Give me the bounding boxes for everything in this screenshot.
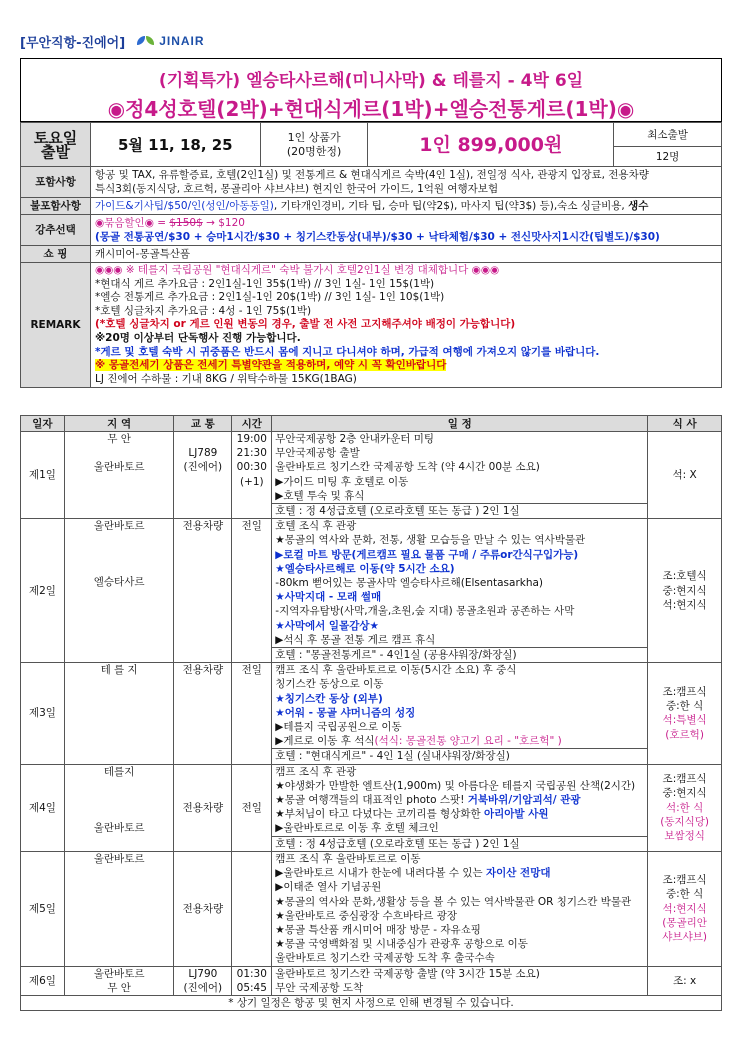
transport: 전용차량	[174, 519, 232, 663]
include-label: 포함사항	[21, 167, 91, 198]
col-meal: 식 사	[648, 416, 722, 432]
option-text: ◉묶음할인◉ = $150$ → $120 (몽골 전통공연/$30 + 승마1시간/$30 + 칭기스칸동상(내부)/$30 + 낙타체험/$30 + 전신맛사지1시간(팁별도)/$30)	[90, 215, 721, 246]
logo-text: JINAIR	[159, 34, 205, 48]
footer-note: * 상기 일정은 항공 및 현지 사정으로 인해 변경될 수 있습니다.	[21, 995, 722, 1010]
table-row	[21, 519, 722, 663]
meal: 조:캠프식 중:현지식 석:한 식 (동지식당) 보쌈정식	[648, 764, 722, 851]
min-departure-value: 12명	[614, 147, 722, 167]
day-label: 제6일	[21, 966, 65, 995]
table-row	[21, 851, 722, 966]
table-row	[21, 764, 722, 851]
transport: 전용차량	[174, 851, 232, 966]
time: 전일	[232, 764, 272, 851]
region: 무 안 울란바토르	[64, 432, 174, 519]
time	[232, 851, 272, 966]
itinerary: 호텔 조식 후 관광 ★몽골의 역사와 문화, 전통, 생활 모습등을 만날 수 있는 역사박물관 ▶로컬 마트 방문(게르캠프 필요 물품 구매 / 주류or간식구입가능) ★엘승타사르해로 이동(약 5시간 소요) -80km 뻗어있는 몽골사막 엘승타사르해(Elsentasarkha) ★사막지대 - 모래 썰매 -지역자유탐방(사막,개울,초원,숲 지대) 몽골초원과 공존하는 사막 ★사막에서 일몰감상★ ▶석식 후 몽골 전통 게르 캠프 휴식 호텔 : "몽골전통게르" - 4인1실 (공용샤워장/화장실)	[272, 519, 648, 663]
product-title: (기획특가) 엘승타사르해(미니사막) & 테를지 - 4박 6일	[158, 71, 584, 91]
time: 19:00 21:30 00:30 (+1)	[232, 432, 272, 519]
itinerary: 울란바토르 칭기스칸 국제공항 출발 (약 3시간 15분 소요) 무안 국제공항 도착	[272, 966, 648, 995]
time: 전일	[232, 519, 272, 663]
shopping-label: 쇼 핑	[21, 246, 91, 263]
col-itinerary: 일 정	[272, 416, 648, 432]
meal: 석: X	[648, 432, 722, 519]
table-row	[21, 966, 722, 995]
day-label: 제2일	[21, 519, 65, 663]
transport: 전용차량	[174, 764, 232, 851]
page-header	[20, 30, 205, 52]
region: 테 를 지	[64, 663, 174, 764]
region: 울란바토르 엘승타사르	[64, 519, 174, 663]
meal: 조:캠프식 중:한 식 석:특별식 (호르헉)	[648, 663, 722, 764]
include-text: 항공 및 TAX, 유류할증료, 호텔(2인1실) 및 전통게르 & 현대식게르 숙박(4인 1실), 전일정 식사, 관광지 입장료, 전용차량 특식3회(동지식당, 호르헉, 몽골리아 샤브샤브) 현지인 한국어 가이드, 1억원 여행자보험	[90, 167, 721, 198]
region: 테를지 울란바토르	[64, 764, 174, 851]
col-transport: 교 통	[174, 416, 232, 432]
time: 01:30 05:45	[232, 966, 272, 995]
time: 전일	[232, 663, 272, 764]
departure-dates: 5월 11, 18, 25	[90, 123, 260, 167]
route-label: [무안직항-진에어]	[20, 35, 126, 51]
region: 울란바토르 무 안	[64, 966, 174, 995]
option-label: 강추선택	[21, 215, 91, 246]
itinerary: 캠프 조식 후 울란바토르로 이동 ▶울란바토르 시내가 한눈에 내려다볼 수 있는 자이산 전망대 ▶이태준 열사 기념공원 ★몽골의 역사와 문화,생활상 등을 볼 수 있는 역사박물관 OR 칭기스칸 박물관 ★울란바토르 중심광장 수흐바타르 광장 ★몽골 특산품 캐시미어 매장 방문 - 자유쇼핑 ★몽골 국영백화점 및 시내중심가 관광후 공항으로 이동 울란바토르 칭기스칸 국제공항 도착 후 출국수속	[272, 851, 648, 966]
meal: 조:호텔식 중:현지식 석:현지식	[648, 519, 722, 663]
price-value: 1인 899,000원	[368, 123, 614, 167]
transport: LJ789 (진에어)	[174, 432, 232, 519]
min-departure-label: 최소출발	[614, 123, 722, 147]
butterfly-icon	[137, 36, 155, 46]
title-box	[20, 58, 722, 122]
day-label: 제4일	[21, 764, 65, 851]
shopping-text: 캐시미어-몽골특산품	[90, 246, 721, 263]
departure-label: 토요일 출발	[21, 123, 91, 167]
itinerary: 캠프 조식 후 관광 ★야생화가 만발한 엘트산(1,900m) 및 아름다운 테를지 국립공원 산책(2시간) ★몽골 여행객들의 대표적인 photo 스팟! 거북바위/기암괴석/ 관광 ★부처님이 타고 다녔다는 코끼리를 형상화한 아리아발 사원 ▶울란바토르로 이동 후 호텔 체크인 호텔 : 정 4성급호텔 (오로라호텔 또는 동급 ) 2인 1실	[272, 764, 648, 851]
info-table	[20, 122, 722, 388]
transport: LJ790 (진에어)	[174, 966, 232, 995]
day-label: 제1일	[21, 432, 65, 519]
day-label: 제3일	[21, 663, 65, 764]
itinerary: 무안국제공항 2층 안내카운터 미팅 무안국제공항 출발 울란바토르 칭기스칸 국제공항 도착 (약 4시간 00분 소요) ▶가이드 미팅 후 호텔로 이동 ▶호텔 투숙 및 휴식 호텔 : 정 4성급호텔 (오로라호텔 또는 동급 ) 2인 1실	[272, 432, 648, 519]
table-row	[21, 432, 722, 519]
itinerary: 캠프 조식 후 울란바토르로 이동(5시간 소요) 후 중식 칭기스칸 동상으로 이동 ★칭기스칸 동상 (외부) ★어워 - 몽골 샤머니즘의 성징 ▶테를지 국립공원으로 이동 ▶게르로 이동 후 석식(석식: 몽골전통 양고기 요리 - "호르헉" ) 호텔 : "현대식게르" - 4인 1실 (실내샤워장/화장실)	[272, 663, 648, 764]
col-region: 지 역	[64, 416, 174, 432]
col-day: 일자	[21, 416, 65, 432]
day-label: 제5일	[21, 851, 65, 966]
schedule-table	[20, 415, 722, 1011]
meal: 조: x	[648, 966, 722, 995]
meal: 조:캠프식 중:한 식 석:현지식 (몽골리안 샤브샤브)	[648, 851, 722, 966]
jinair-logo	[137, 34, 204, 48]
price-label: 1인 상품가 (20명한정)	[260, 123, 368, 167]
remark-label: REMARK	[21, 263, 91, 388]
remark-text: ◉◉◉ ※ 테를지 국립공원 "현대식게르" 숙박 불가시 호텔2인1실 변경 대체합니다 ◉◉◉ *현대식 게르 추가요금 : 2인1실-1인 35$(1박) // 3인 1실- 1인 15$(1박) *엘승 전통게르 추가요금 : 2인1실-1인 20$(1박) // 3인 1실- 1인 10$(1박) *호텔 싱글차지 추가요금 : 4성 - 1인 75$(1박) (*호텔 싱글차지 or 게르 인원 변동의 경우, 출발 전 사전 고지해주셔야 배정이 가능합니다) ※20명 이상부터 단독행사 진행 가능합니다. *게르 및 호텔 숙박 시 귀중품은 반드시 몸에 지니고 다니셔야 하며, 가급적 여행에 가져오지 않기를 바랍니다. ※ 몽골전세기 상품은 전세기 특별약관을 적용하며, 예약 시 꼭 확인바랍니다 LJ 진에어 수하물 : 기내 8KG / 위탁수하물 15KG(1BAG)	[90, 263, 721, 388]
exclude-text: 가이드&기사팁/$50/인(성인/아동동일), 기타개인경비, 기타 팁, 승마 팁(약2$), 마사지 팁(약3$) 등),숙소 싱글비용, 생수	[90, 198, 721, 215]
col-time: 시간	[232, 416, 272, 432]
product-subtitle: ◉정4성호텔(2박)+현대식게르(1박)+엘승전통게르(1박)◉	[107, 97, 635, 121]
transport: 전용차량	[174, 663, 232, 764]
exclude-label: 불포함사항	[21, 198, 91, 215]
region: 울란바토르	[64, 851, 174, 966]
table-row	[21, 663, 722, 764]
